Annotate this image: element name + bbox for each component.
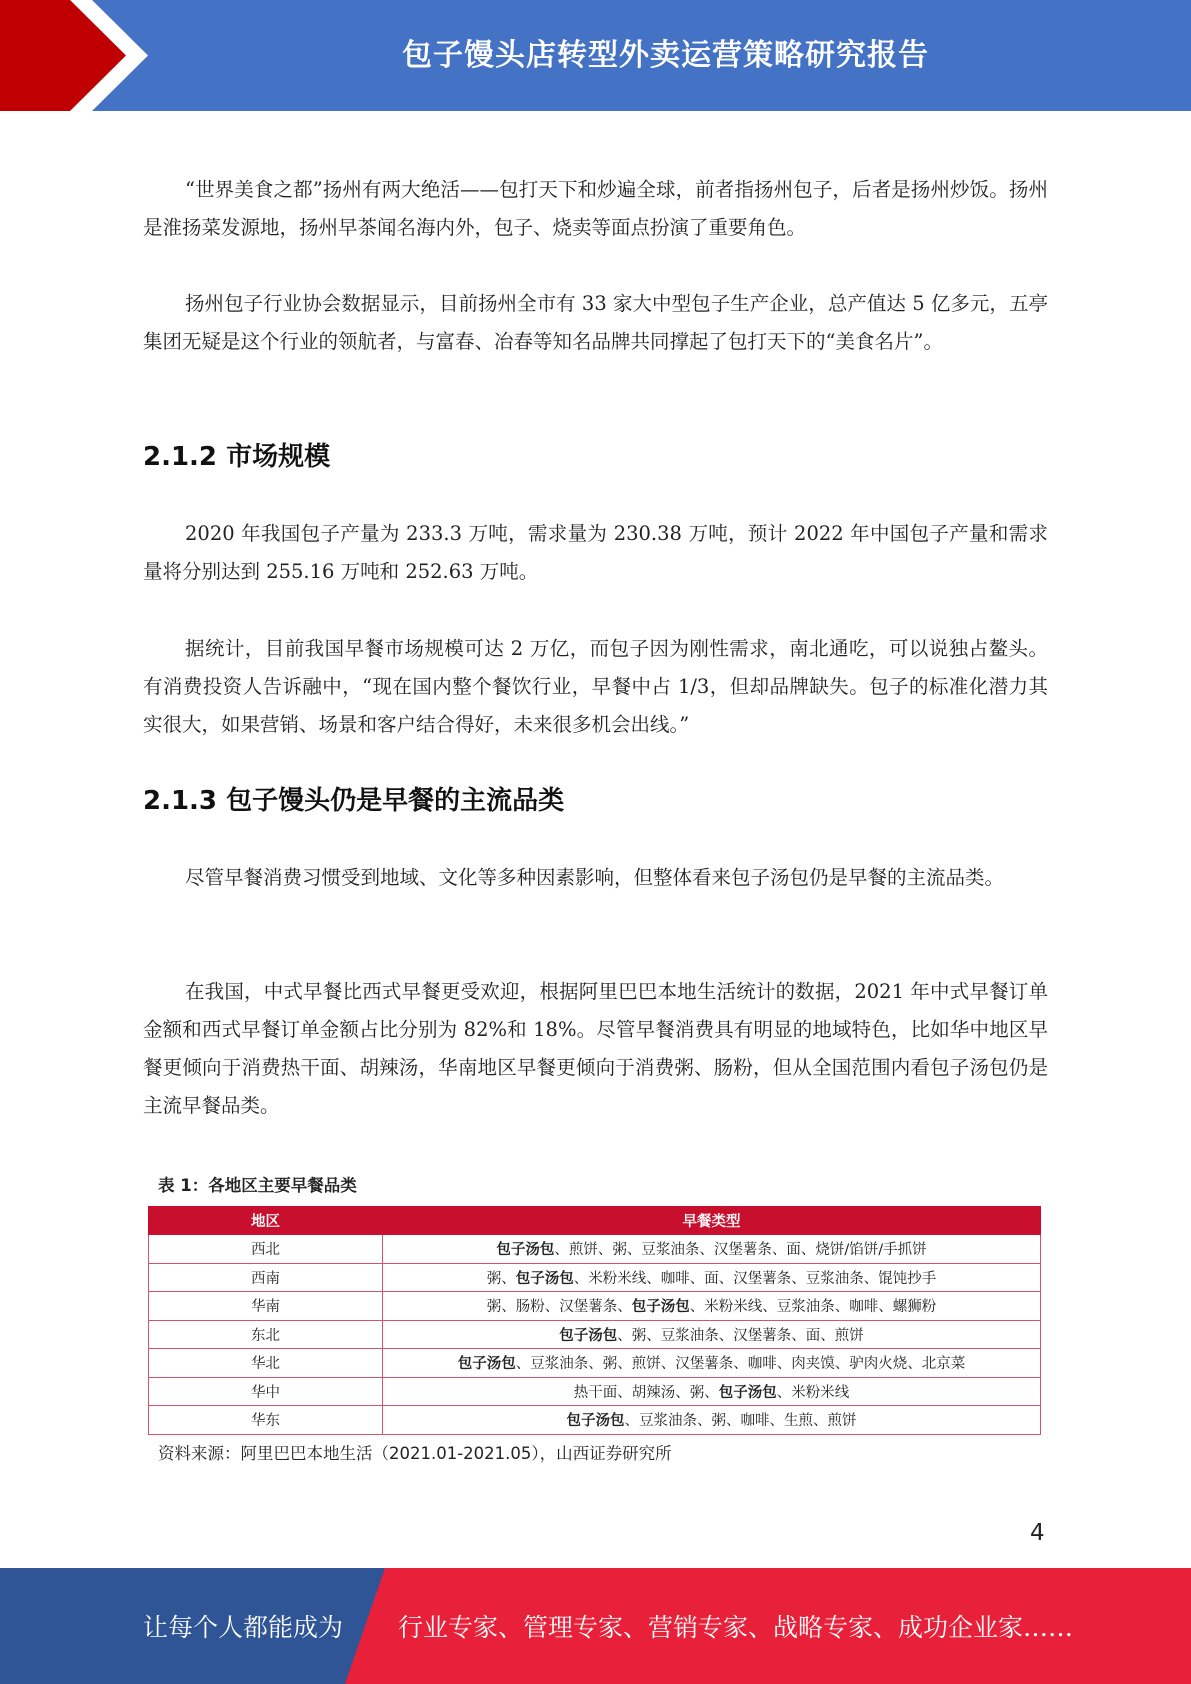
table-caption: 表 1：各地区主要早餐品类 <box>158 1176 357 1195</box>
page-number: 4 <box>1030 1520 1045 1546</box>
table-header-breakfast-type: 早餐类型 <box>383 1207 1041 1235</box>
chevron-arrow-icon <box>0 0 150 111</box>
footer-slogan-right: 行业专家、管理专家、营销专家、战略专家、成功企业家…… <box>398 1613 1074 1642</box>
page-footer <box>0 1568 1191 1684</box>
table-cell-breakfast-type: 包子汤包、豆浆油条、粥、煎饼、汉堡薯条、咖啡、肉夹馍、驴肉火烧、北京菜 <box>383 1349 1041 1378</box>
table-cell-region: 华东 <box>149 1406 383 1435</box>
table-row <box>149 1235 1041 1264</box>
paragraph-breakfast-market: 据统计，目前我国早餐市场规模可达 2 万亿，而包子因为刚性需求，南北通吃，可以说独占鳌头。有消费投资人告诉融中，“现在国内整个餐饮行业，早餐中占 1/3，但却品牌缺失。包子的标准化潜力其实很大，如果营销、场景和客户结合得好，未来很多机会出线。” <box>143 637 1048 736</box>
report-title: 包子馒头店转型外卖运营策略研究报告 <box>402 37 929 73</box>
table-row <box>149 1377 1041 1406</box>
table-cell-breakfast-type: 包子汤包、粥、豆浆油条、汉堡薯条、面、煎饼 <box>383 1320 1041 1349</box>
paragraph-yangzhou-industry: 扬州包子行业协会数据显示，目前扬州全市有 33 家大中型包子生产企业，总产值达 5 亿多元，五亭集团无疑是这个行业的领航者，与富春、冶春等知名品牌共同撑起了包打天下的“美食名片”。 <box>143 292 1048 353</box>
table-row <box>149 1292 1041 1321</box>
page-header <box>0 0 1191 111</box>
table-header-region: 地区 <box>149 1207 383 1235</box>
table-cell-breakfast-type: 热干面、胡辣汤、粥、包子汤包、米粉米线 <box>383 1377 1041 1406</box>
table-cell-breakfast-type: 粥、肠粉、汉堡薯条、包子汤包、米粉米线、豆浆油条、咖啡、螺狮粉 <box>383 1292 1041 1321</box>
section-heading-mainstream-category: 2.1.3 包子馒头仍是早餐的主流品类 <box>143 786 565 816</box>
table-row <box>149 1349 1041 1378</box>
table-cell-region: 华南 <box>149 1292 383 1321</box>
table-source-note: 资料来源：阿里巴巴本地生活（2021.01-2021.05），山西证券研究所 <box>158 1444 672 1463</box>
paragraph-production-demand: 2020 年我国包子产量为 233.3 万吨，需求量为 230.38 万吨，预计 2022 年中国包子产量和需求量将分别达到 255.16 万吨和 252.63 万吨。 <box>143 522 1048 583</box>
breakfast-category-table <box>148 1206 1041 1435</box>
paragraph-yangzhou-intro: “世界美食之都”扬州有两大绝活——包打天下和炒遍全球，前者指扬州包子，后者是扬州炒饭。扬州是淮扬菜发源地，扬州早茶闻名海内外，包子、烧卖等面点扮演了重要角色。 <box>143 178 1048 239</box>
table-cell-breakfast-type: 粥、包子汤包、米粉米线、咖啡、面、汉堡薯条、豆浆油条、馄饨抄手 <box>383 1263 1041 1292</box>
table-header-row <box>149 1207 1041 1235</box>
table-row <box>149 1320 1041 1349</box>
paragraph-chinese-vs-western: 在我国，中式早餐比西式早餐更受欢迎，根据阿里巴巴本地生活统计的数据，2021 年中式早餐订单金额和西式早餐订单金额占比分别为 82%和 18%。尽管早餐消费具有明显的地域特色，比如华中地区早餐更倾向于消费热干面、胡辣汤，华南地区早餐更倾向于消费粥、肠粉，但从全国范围内看包子汤包仍是主流早餐品类。 <box>143 980 1048 1117</box>
section-heading-market-size: 2.1.2 市场规模 <box>143 442 331 472</box>
table-cell-breakfast-type: 包子汤包、煎饼、粥、豆浆油条、汉堡薯条、面、烧饼/馅饼/手抓饼 <box>383 1235 1041 1264</box>
table-cell-region: 华中 <box>149 1377 383 1406</box>
table-cell-region: 西南 <box>149 1263 383 1292</box>
table-cell-region: 东北 <box>149 1320 383 1349</box>
footer-slogan-left: 让每个人都能成为 <box>143 1613 344 1642</box>
table-cell-region: 西北 <box>149 1235 383 1264</box>
table-cell-region: 华北 <box>149 1349 383 1378</box>
table-row <box>149 1263 1041 1292</box>
table-cell-breakfast-type: 包子汤包、豆浆油条、粥、咖啡、生煎、煎饼 <box>383 1406 1041 1435</box>
table-row <box>149 1406 1041 1435</box>
paragraph-breakfast-habits: 尽管早餐消费习惯受到地域、文化等多种因素影响，但整体看来包子汤包仍是早餐的主流品类。 <box>185 866 1005 889</box>
